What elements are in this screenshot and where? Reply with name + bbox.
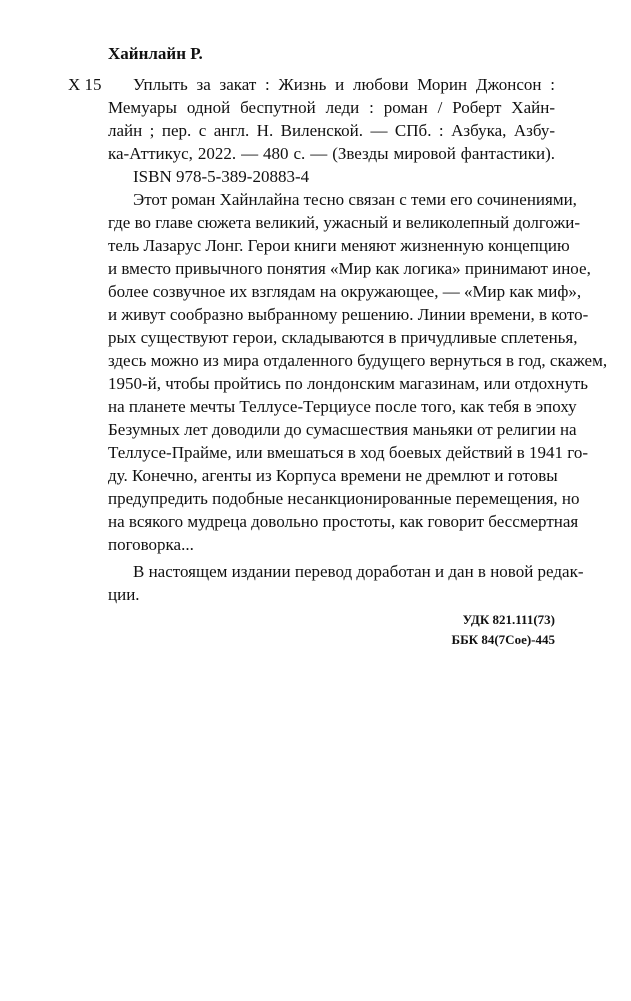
annotation-line: 1950-й, чтобы пройтись по лондонским магазинам, или отдохнуть xyxy=(108,374,589,393)
bib-line: ка-Аттикус, 2022. — 480 с. — (Звезды мировой фантастики). xyxy=(108,144,555,163)
edition-note-line: В настоящем издании перевод доработан и дан в новой редак- xyxy=(133,562,584,581)
annotation-line: Теллусе-Прайме, или вмешаться в ход боевых действий в 1941 го- xyxy=(108,443,589,462)
annotation-line: Этот роман Хайнлайна тесно связан с теми его сочинениями, xyxy=(133,190,577,209)
isbn: ISBN 978-5-389-20883-4 xyxy=(133,167,310,186)
annotation-line: на всякого мудреца довольно простоты, как говорит бессмертная xyxy=(108,512,579,531)
bib-line: лайн ; пер. с англ. Н. Виленской. — СПб. : Азбука, Азбу- xyxy=(108,121,555,140)
bbk-index: ББК 84(7Сое)-445 xyxy=(451,632,555,647)
annotation-line: Безумных лет доводили до сумасшествия маньяки от религии на xyxy=(108,420,577,439)
bib-line: Уплыть за закат : Жизнь и любови Морин Джонсон : xyxy=(133,75,555,94)
annotation-line: поговорка... xyxy=(108,535,194,554)
annotation-line: и живут сообразно выбранному решению. Линии времени, в кото- xyxy=(108,305,589,324)
annotation-line: и вместо привычного понятия «Мир как логика» принимают иное, xyxy=(108,259,591,278)
annotation-line: предупредить подобные несанкционированные перемещения, но xyxy=(108,489,580,508)
classification-code: Х 15 xyxy=(68,75,102,94)
annotation-line: на планете мечты Теллусе-Терциусе после того, как тебя в эпоху xyxy=(108,397,577,416)
annotation-line: здесь можно из мира отдаленного будущего вернуться в год, скажем, xyxy=(108,351,608,370)
bib-line: Мемуары одной беспутной леди : роман / Роберт Хайн- xyxy=(108,98,555,117)
annotation-line: рых существуют герои, складываются в причудливые сплетенья, xyxy=(108,328,578,347)
annotation-line: более созвучное их взглядам на окружающее, — «Мир как миф», xyxy=(108,282,582,301)
annotation-line: тель Лазарус Лонг. Герои книги меняют жизненную концепцию xyxy=(108,236,570,255)
udk-index: УДК 821.111(73) xyxy=(462,612,555,627)
annotation-line: ду. Конечно, агенты из Корпуса времени не дремлют и готовы xyxy=(108,466,558,485)
annotation-line: где во главе сюжета великий, ужасный и великолепный долгожи- xyxy=(108,213,581,232)
author-heading: Хайнлайн Р. xyxy=(108,44,203,63)
edition-note-line: ции. xyxy=(108,585,140,604)
